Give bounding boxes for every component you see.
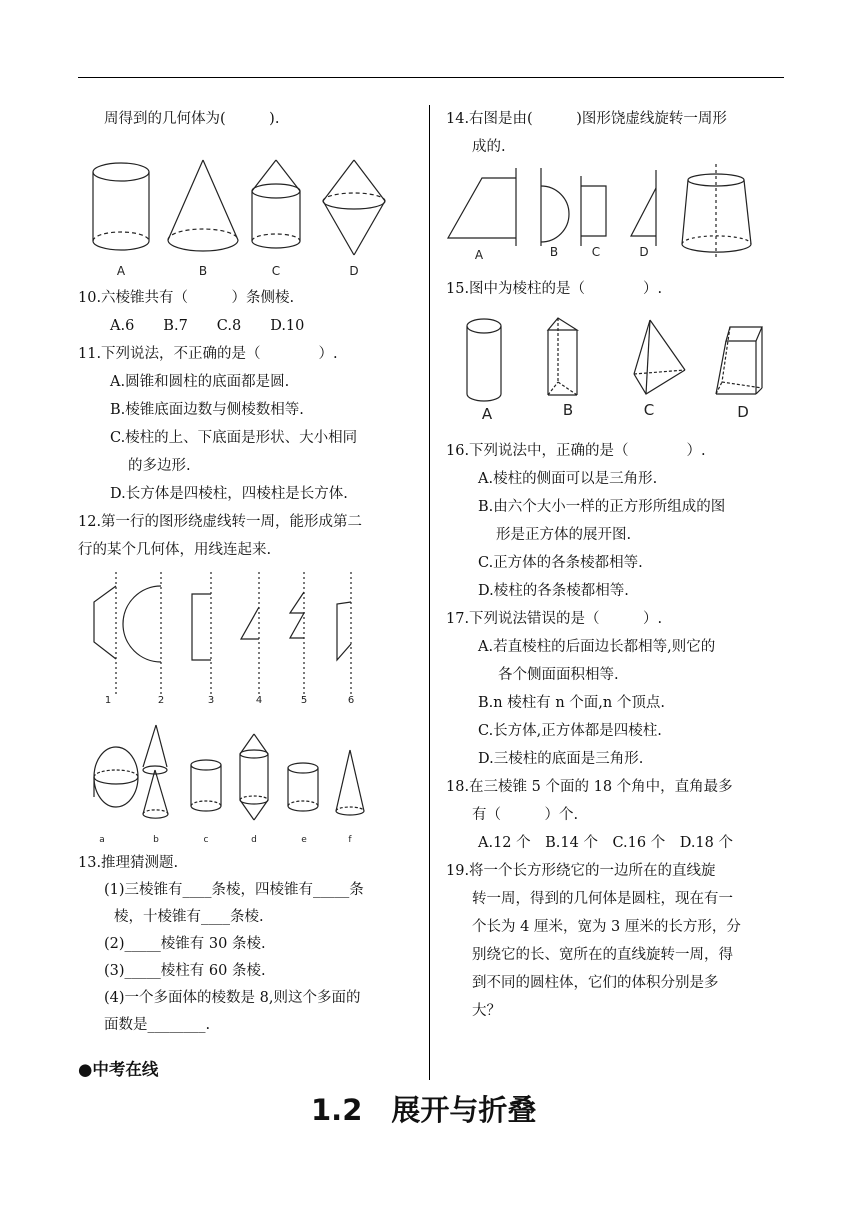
q12-row2-label-c: c [203,835,209,845]
q13-part3: (3)_____棱柱有 60 条棱. [104,963,266,979]
q15-label-c: C [643,401,655,419]
q14-stem-1: 14.右图是由( )图形饶虚线旋转一周形 [446,111,727,127]
q13-part4b: 面数是________. [104,1017,211,1033]
q12-row2-label-d: d [251,835,257,845]
q12-stem-2: 行的某个几何体，用线连起来. [78,542,272,558]
q12-row1-label-6: 6 [347,695,355,706]
q16-option-c: C.正方体的各条棱都相等. [478,555,643,571]
q12-row2-label-b: b [153,835,159,845]
q18-stem-1: 18.在三棱锥 5 个面的 18 个角中，直角最多 [446,779,733,795]
q19-line-4: 别绕它的长、宽所在的直线旋转一周，得 [472,947,733,963]
q14-label-b: B [549,245,559,259]
q15-figure [460,312,770,422]
q16-option-b1: B.由六个大小一样的正方形所组成的图 [478,499,726,515]
q10-stem: 10.六棱锥共有（ ）条侧棱. [78,290,295,306]
q9-label-a: A [116,264,126,278]
q12-row1-label-4: 4 [255,695,263,706]
q9-label-d: D [349,264,359,278]
q17-option-c: C.长方体,正方体都是四棱柱. [478,723,662,739]
q12-row1-label-2: 2 [157,695,165,706]
q16-option-a: A.棱柱的侧面可以是三角形. [478,471,658,487]
q12-row2-label-a: a [99,835,105,845]
q16-stem: 16.下列说法中，正确的是（ ）. [446,443,706,459]
q12-row2-label-f: f [348,835,352,845]
q17-option-a2: 各个侧面面积相等. [498,667,619,683]
q9-label-b: B [198,264,208,278]
q12-row1-label-3: 3 [207,695,215,706]
q9-label-c: C [271,264,281,278]
q11-stem: 11.下列说法，不正确的是（ ）. [78,346,338,362]
q12-stem-1: 12.第一行的图形绕虚线转一周，能形成第二 [78,514,363,530]
q9-tail: 周得到的几何体为( ). [104,111,280,127]
q19-line-3: 个长为 4 厘米，宽为 3 厘米的长方形，分 [472,919,741,935]
q12-row1-label-1: 1 [104,695,112,706]
q17-stem: 17.下列说法错误的是（ ）. [446,611,663,627]
q17-option-a1: A.若直棱柱的后面边长都相等,则它的 [478,639,716,655]
q12-row1-figure [86,572,376,712]
q13-stem: 13.推理猜测题. [78,855,179,871]
q19-line-6: 大？ [472,1003,501,1019]
q12-row2-label-e: e [301,835,307,845]
q17-option-d: D.三棱柱的底面是三角形. [478,751,644,767]
q15-label-d: D [737,403,749,421]
chapter-title: 1.2 展开与折叠 [311,1093,537,1127]
q15-label-a: A [481,405,493,423]
q19-line-1: 19.将一个长方形绕它的一边所在的直线旋 [446,863,716,879]
q13-part4a: (4)一个多面体的棱数是 8,则这个多面的 [104,990,361,1006]
q14-figure [446,164,766,262]
header-rule [78,77,784,78]
q11-option-a: A.圆锥和圆柱的底面都是圆. [110,374,290,390]
q11-option-b: B.棱锥底面边数与侧棱数相等. [110,402,304,418]
q16-option-b2: 形是正方体的展开图. [496,527,632,543]
q18-options: A.12 个 B.14 个 C.16 个 D.18 个 [478,835,733,851]
q18-stem-2: 有（ ）个. [472,807,579,823]
q19-line-5: 到不同的圆柱体，它们的体积分别是多 [472,975,719,991]
q15-label-b: B [562,401,574,419]
q13-part2: (2)_____棱锥有 30 条棱. [104,936,266,952]
q16-option-d: D.棱柱的各条棱都相等. [478,583,629,599]
column-divider [429,105,430,1080]
q14-stem-2: 成的. [472,139,506,155]
q19-line-2: 转一周，得到的几何体是圆柱，现在有一 [472,891,733,907]
q12-row2-figure [86,722,376,850]
q12-row1-label-5: 5 [300,695,308,706]
q11-option-c1: C.棱柱的上、下底面是形状、大小相同 [110,430,358,446]
q10-options: A.6 B.7 C.8 D.10 [110,318,305,334]
q17-option-b: B.n 棱柱有 n 个面,n 个顶点. [478,695,665,711]
q14-label-d: D [639,245,649,259]
section-heading: ●中考在线 [78,1060,159,1079]
q11-option-c2: 的多边形. [128,458,191,474]
q9-figure [86,155,386,285]
q13-part1a: (1)三棱锥有____条棱，四棱锥有_____条 [104,882,364,898]
q14-label-a: A [474,248,484,262]
q15-stem: 15.图中为棱柱的是（ ）. [446,281,663,297]
q14-label-c: C [591,245,601,259]
q13-part1b: 棱，十棱锥有____条棱. [114,909,264,925]
q11-option-d: D.长方体是四棱柱，四棱柱是长方体. [110,486,348,502]
